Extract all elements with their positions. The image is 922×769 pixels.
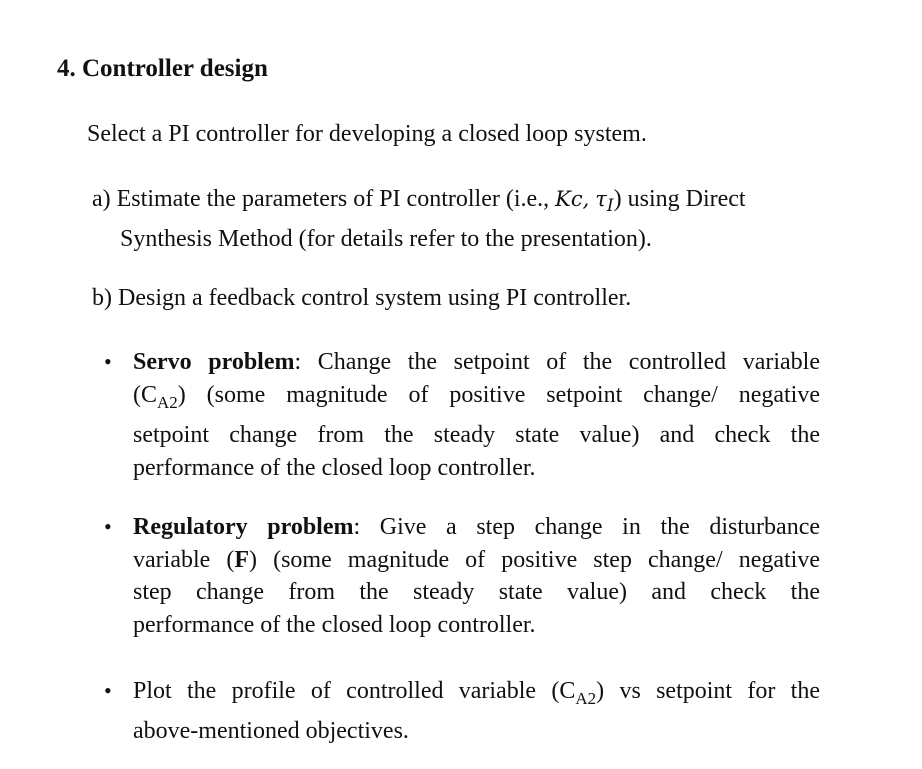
bullet-line-text: variable ( [133, 546, 235, 573]
item-a-line-2: Synthesis Method (for details refer to the presentation). [120, 225, 652, 252]
section-heading: 4. Controller design [57, 55, 268, 82]
bullet-title: Servo problem [133, 349, 295, 375]
bullet-text [133, 675, 820, 748]
bullet-line [133, 379, 820, 419]
bullet-regulatory-problem [104, 511, 820, 641]
bullet-line-text: : Give a step change in the disturbance [353, 514, 821, 540]
item-a [92, 183, 832, 255]
bullet-line-text: ) vs setpoint for the [596, 678, 820, 704]
bullet-text [133, 511, 820, 641]
bullet-servo-problem [104, 346, 820, 484]
bullet-line-text: Plot the profile of controlled variable (C [133, 678, 576, 704]
bullet-line: setpoint change from the steady state value) and check the [133, 421, 820, 448]
tau-symbol [595, 187, 614, 217]
bullet-line: performance of the closed loop controller. [133, 454, 536, 481]
bullet-dot-icon: • [104, 349, 112, 374]
tau-subscript: I [606, 196, 614, 217]
bullet-line: performance of the closed loop controller. [133, 611, 536, 638]
bullet-dot-icon: • [104, 678, 112, 703]
disturbance-variable-label: F [234, 546, 250, 573]
intro-text: Select a PI controller for developing a closed loop system. [87, 121, 647, 147]
bullet-line-text: ) (some magnitude of positive setpoint change/ negative [177, 381, 820, 408]
bullet-line [133, 346, 820, 379]
bullet-line-text: ) (some magnitude of positive step change/ negative [249, 546, 820, 573]
bullet-title: Regulatory problem [133, 514, 354, 540]
bullet-dot-icon: • [104, 514, 112, 539]
bullet-line: step change from the steady state value) and check the [133, 579, 820, 606]
ca2-subscript: A2 [575, 688, 597, 708]
bullet-line [133, 511, 820, 544]
bullet-line [133, 544, 820, 577]
bullet-line-text: (C [133, 381, 157, 408]
bullet-line-text: : Change the setpoint of the controlled variable [294, 349, 820, 375]
bullet-line [133, 675, 820, 715]
bullet-plot-profile [104, 675, 820, 748]
tau-letter: τ [595, 187, 607, 211]
ca2-subscript: A2 [157, 392, 178, 412]
item-b: b) Design a feedback control system using PI controller. [92, 285, 632, 311]
bullet-line: above-mentioned objectives. [133, 718, 409, 745]
kc-symbol: Kc, [555, 187, 590, 211]
item-a-prefix: a) Estimate the parameters of PI controller (i.e., [92, 186, 556, 212]
item-a-line-1 [92, 183, 832, 223]
item-a-suffix: ) using Direct [613, 186, 746, 212]
bullet-text [133, 346, 820, 484]
